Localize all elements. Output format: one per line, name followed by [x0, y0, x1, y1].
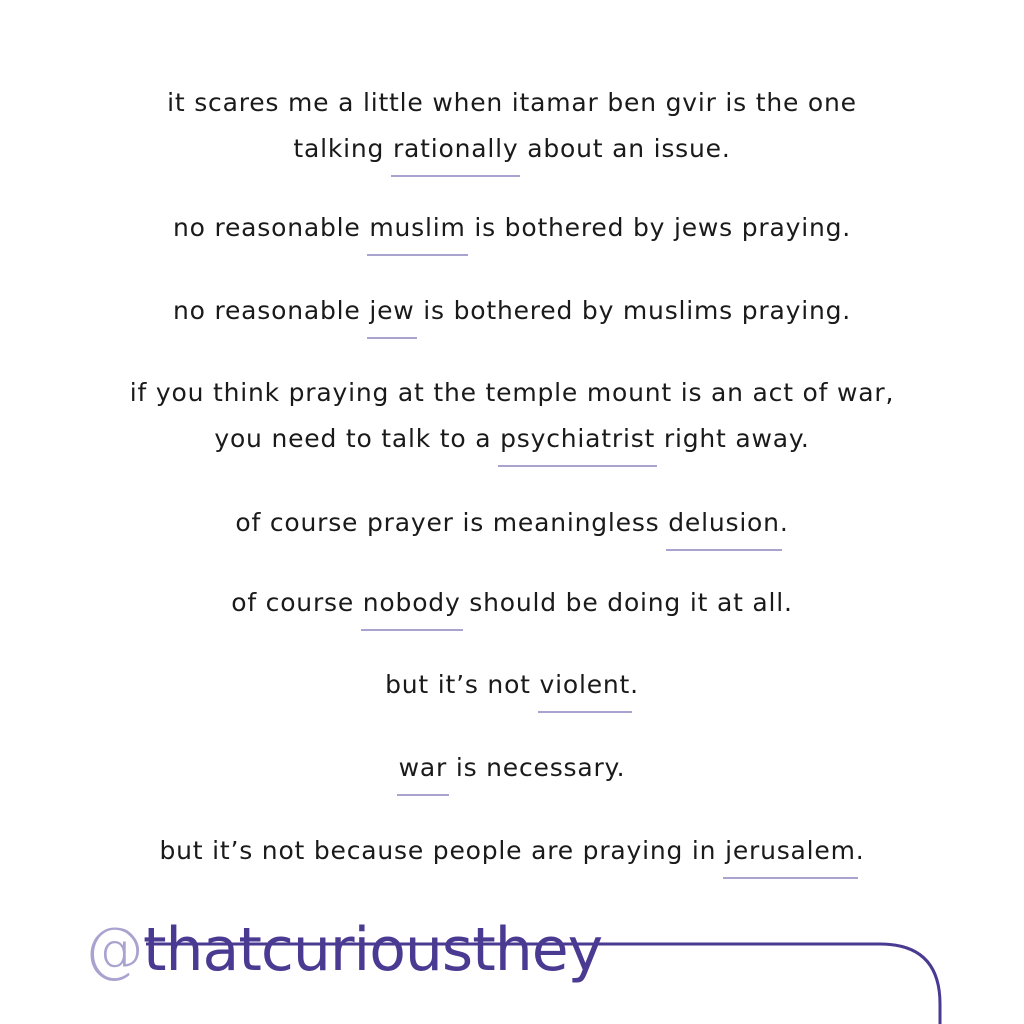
text-segment: of course — [231, 588, 363, 617]
text-segment: about an issue. — [518, 134, 731, 163]
text-line — [0, 126, 1024, 172]
text-line — [0, 745, 1024, 791]
paragraph — [0, 745, 1024, 791]
underlined-word: delusion — [668, 500, 780, 546]
text-line — [0, 370, 1024, 416]
text-segment: no reasonable — [172, 213, 370, 242]
text-segment: . — [779, 508, 789, 537]
text-segment: no reasonable — [172, 296, 370, 325]
text-segment: you need to talk to a — [214, 424, 501, 453]
text-segment: talking — [293, 134, 393, 163]
at-symbol: @ — [84, 915, 143, 985]
paragraph — [0, 205, 1024, 251]
paragraph — [0, 80, 1024, 172]
paragraph — [0, 828, 1024, 874]
underlined-word: rationally — [393, 126, 519, 172]
text-segment: if you think praying at the temple mount is an act of war, — [129, 378, 895, 407]
underlined-word: violent — [540, 662, 631, 708]
text-line — [0, 416, 1024, 462]
text-segment: it scares me a little when itamar ben gvir is the one — [167, 88, 857, 117]
text-segment: of course prayer is meaningless — [235, 508, 669, 537]
paragraph — [0, 662, 1024, 708]
text-line — [0, 580, 1024, 626]
underlined-word: muslim — [369, 205, 465, 251]
underlined-word: nobody — [363, 580, 461, 626]
handle-logo — [84, 910, 602, 990]
text-segment: is bothered by muslims praying. — [414, 296, 852, 325]
text-segment: but it’s not — [385, 670, 540, 699]
text-segment: should be doing it at all. — [460, 588, 793, 617]
text-segment: but it’s not because people are praying in — [159, 836, 726, 865]
paragraph — [0, 370, 1024, 462]
text-segment: is bothered by jews praying. — [465, 213, 852, 242]
underlined-word: war — [399, 745, 447, 791]
text-line — [0, 500, 1024, 546]
text-segment: is necessary. — [447, 753, 626, 782]
text-segment: right away. — [655, 424, 810, 453]
text-line — [0, 205, 1024, 251]
text-line — [0, 80, 1024, 126]
underlined-word: psychiatrist — [500, 416, 655, 462]
handle-name: thatcuriousthey — [143, 915, 603, 985]
text-line — [0, 828, 1024, 874]
text-segment: . — [855, 836, 865, 865]
underlined-word: jerusalem — [725, 828, 856, 874]
text-line — [0, 662, 1024, 708]
text-line — [0, 288, 1024, 334]
text-segment: . — [630, 670, 639, 699]
paragraph — [0, 580, 1024, 626]
paragraph — [0, 500, 1024, 546]
underlined-word: jew — [369, 288, 414, 334]
paragraph — [0, 288, 1024, 334]
